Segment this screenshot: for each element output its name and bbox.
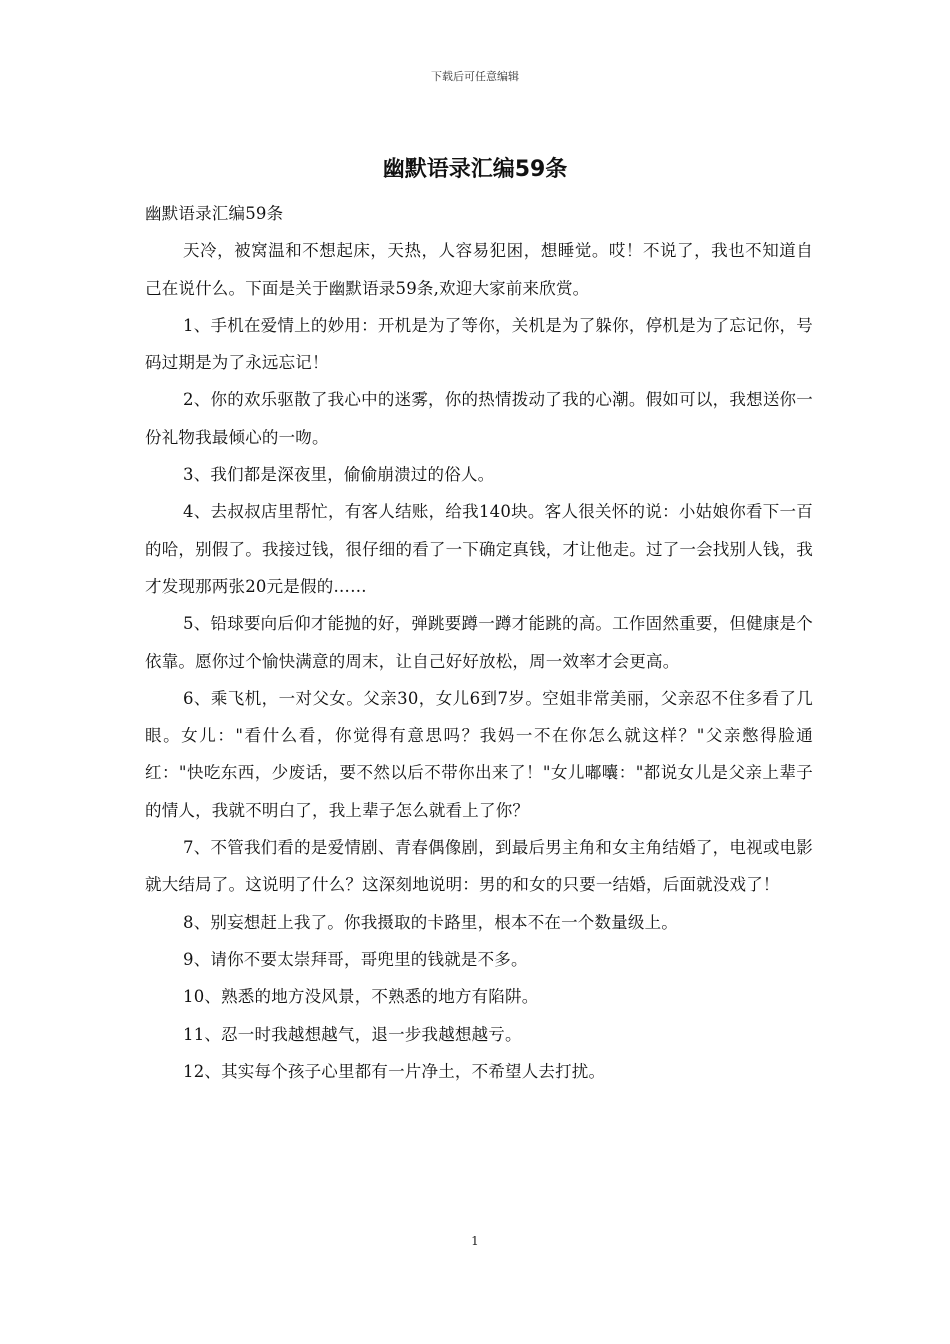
page-number: 1 — [471, 1234, 479, 1248]
subtitle-paragraph: 幽默语录汇编59条 — [145, 204, 284, 223]
quote-paragraph: 4、去叔叔店里帮忙，有客人结账，给我140块。客人很关怀的说：小姑娘你看下一百的哈，别假了。我接过钱，很仔细的看了一下确定真钱，才让他走。过了一会找别人钱，我才发现那两张20元是假的…… — [145, 502, 813, 596]
quote-paragraph: 5、铅球要向后仰才能抛的好，弹跳要蹲一蹲才能跳的高。工作固然重要，但健康是个依靠。愿你过个愉快满意的周末，让自己好好放松，周一效率才会更高。 — [145, 614, 813, 671]
quote-paragraph: 9、请你不要太崇拜哥，哥兜里的钱就是不多。 — [183, 949, 528, 969]
quote-paragraph: 6、乘飞机，一对父女。父亲30，女儿6到7岁。空姐非常美丽，父亲忍不住多看了几眼。女儿："看什么看，你觉得有意思吗？我妈一不在你怎么就这样？"父亲憋得脸通红："快吃东西，少废话，要不然以后不带你出来了！"女儿嘟囔："都说女儿是父亲上辈子的情人，我就不明白了，我上辈子怎么就看上了你？ — [145, 688, 813, 820]
quote-paragraph: 3、我们都是深夜里，偷偷崩溃过的俗人。 — [183, 465, 495, 485]
document-title: 幽默语录汇编59条 — [382, 157, 568, 182]
quote-paragraph: 7、不管我们看的是爱情剧、青春偶像剧，到最后男主角和女主角结婚了，电视或电影就大结局了。这说明了什么？这深刻地说明：男的和女的只要一结婚，后面就没戏了！ — [145, 838, 813, 895]
intro-paragraph: 天冷，被窝温和不想起床，天热，人容易犯困，想睡觉。哎！不说了，我也不知道自己在说什么。下面是关于幽默语录59条,欢迎大家前来欣赏。 — [145, 241, 813, 298]
quote-paragraph: 10、熟悉的地方没风景，不熟悉的地方有陷阱。 — [183, 987, 539, 1007]
quote-paragraph: 8、别妄想赶上我了。你我摄取的卡路里，根本不在一个数量级上。 — [183, 912, 678, 932]
document-body — [145, 195, 813, 1090]
quote-paragraph: 12、其实每个孩子心里都有一片净土，不希望人去打扰。 — [183, 1061, 606, 1081]
quote-paragraph: 11、忍一时我越想越气，退一步我越想越亏。 — [183, 1024, 522, 1044]
page-header-note: 下载后可任意编辑 — [431, 70, 519, 83]
quote-paragraph: 2、你的欢乐驱散了我心中的迷雾，你的热情拨动了我的心潮。假如可以，我想送你一份礼物我最倾心的一吻。 — [145, 390, 813, 447]
quote-paragraph: 1、手机在爱情上的妙用：开机是为了等你，关机是为了躲你，停机是为了忘记你，号码过期是为了永远忘记！ — [145, 315, 813, 373]
